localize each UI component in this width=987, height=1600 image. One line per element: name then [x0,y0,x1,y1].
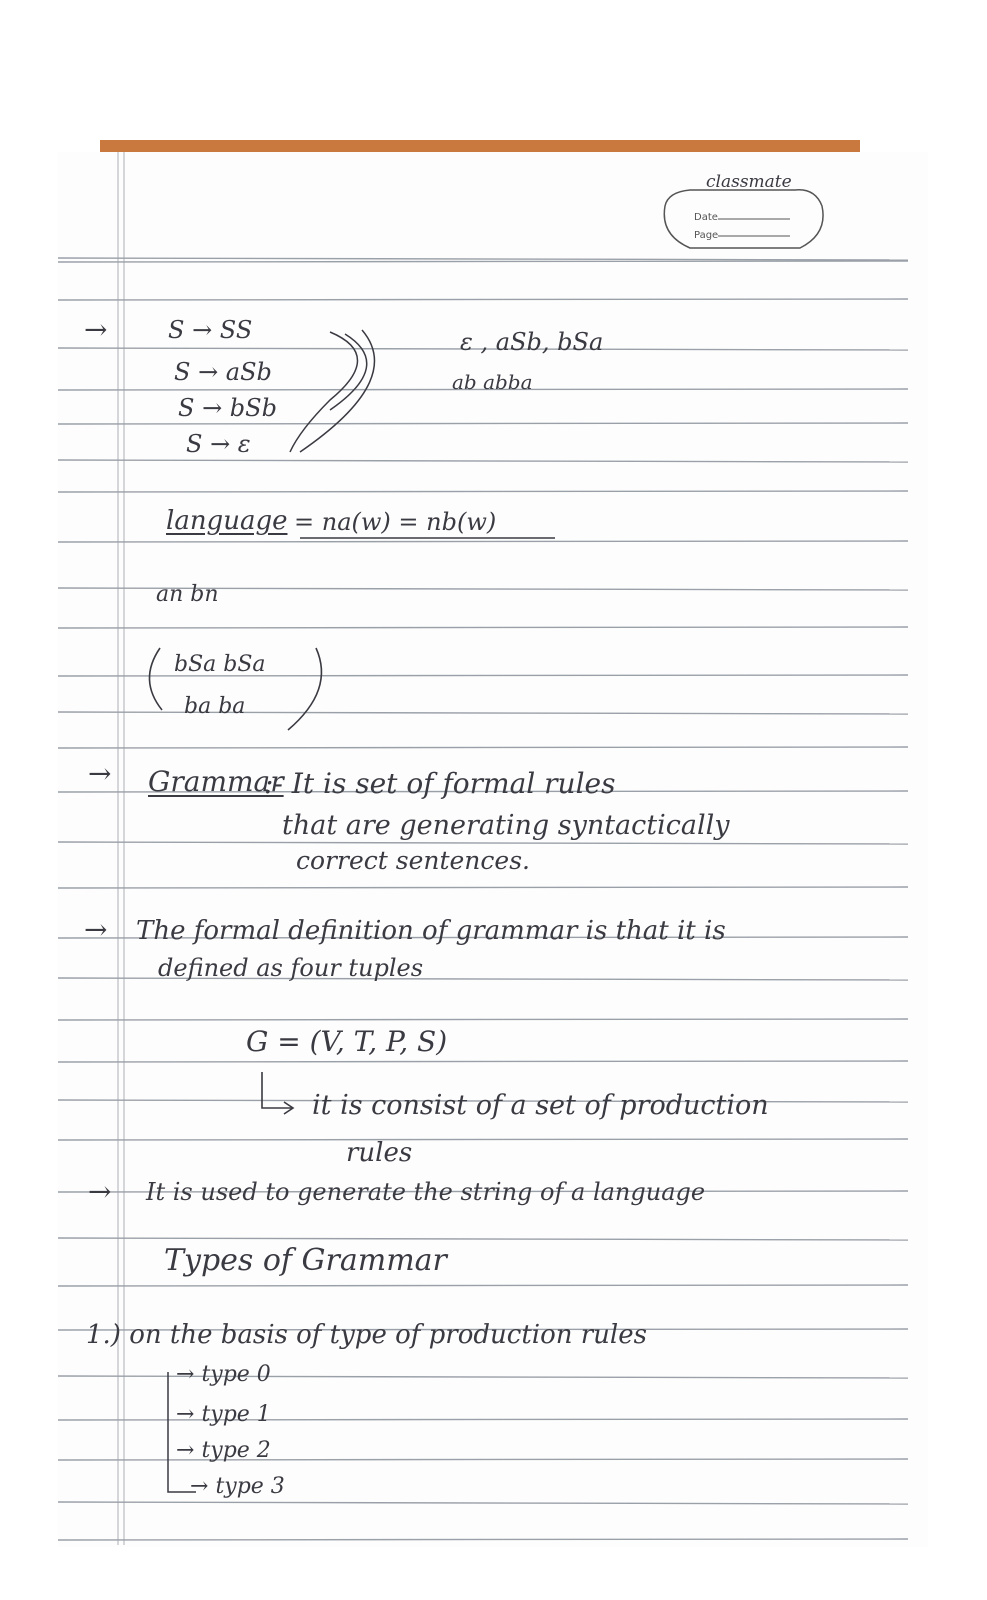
bullet-arrow: → [84,913,108,946]
formal-definition: The formal definition of grammar is that it is [136,916,726,946]
type-item: → type 2 [176,1438,271,1463]
production-rule: S → bSb [178,394,277,422]
production-rule: S → aSb [174,358,272,386]
ruled-line [58,423,908,424]
language-label: language [166,506,288,536]
boxed-example: ba ba [184,694,246,719]
ruled-line [58,747,908,748]
production-rule: S → SS [168,316,253,344]
ruled-line [58,627,908,628]
bullet-arrow: → [84,313,108,346]
type-label: type 0 [201,1362,271,1387]
language-expression: = na(w) = nb(w) [294,508,497,536]
type-item: → type 0 [176,1362,271,1387]
ruled-line [58,299,908,300]
classmate-brand: classmate [706,172,792,192]
grammar-definition: :- It is set of formal rules [264,767,616,800]
basis-statement: 1.) on the basis of type of production rules [86,1320,647,1350]
derived-strings: ab abba [452,370,533,394]
bullet-arrow: → [88,757,112,790]
tuple-expression: G = (V, T, P, S) [246,1025,448,1058]
bullet-arrow: → [88,1175,112,1208]
type-label: type 1 [201,1402,271,1427]
tuple-note: rules [346,1138,413,1168]
grammar-definition: correct sentences. [296,846,530,875]
type-item: → type 1 [176,1402,271,1427]
ruled-line [58,1019,908,1020]
date-label: Date [694,212,718,223]
power-notation: an bn [156,582,219,607]
page-label: Page [694,230,719,241]
type-label: type 3 [215,1474,285,1499]
ruled-line [58,491,908,492]
ruled-line [58,261,908,262]
formal-definition: defined as four tuples [158,954,424,982]
grammar-term: Grammar [148,765,284,798]
types-heading: Types of Grammar [164,1243,447,1278]
ruled-line [58,887,908,888]
type-label: type 2 [201,1438,271,1463]
grammar-definition: that are generating syntactically [282,810,730,841]
boxed-example: bSa bSa [174,652,266,677]
usage-statement: It is used to generate the string of a language [146,1178,706,1206]
ruled-line [58,541,908,542]
type-item: → type 3 [190,1474,285,1499]
production-rule: S → ε [186,430,251,458]
tuple-note: it is consist of a set of production [312,1090,769,1121]
derived-strings: ε , aSb, bSa [460,328,604,356]
notebook-top-edge [100,140,860,154]
